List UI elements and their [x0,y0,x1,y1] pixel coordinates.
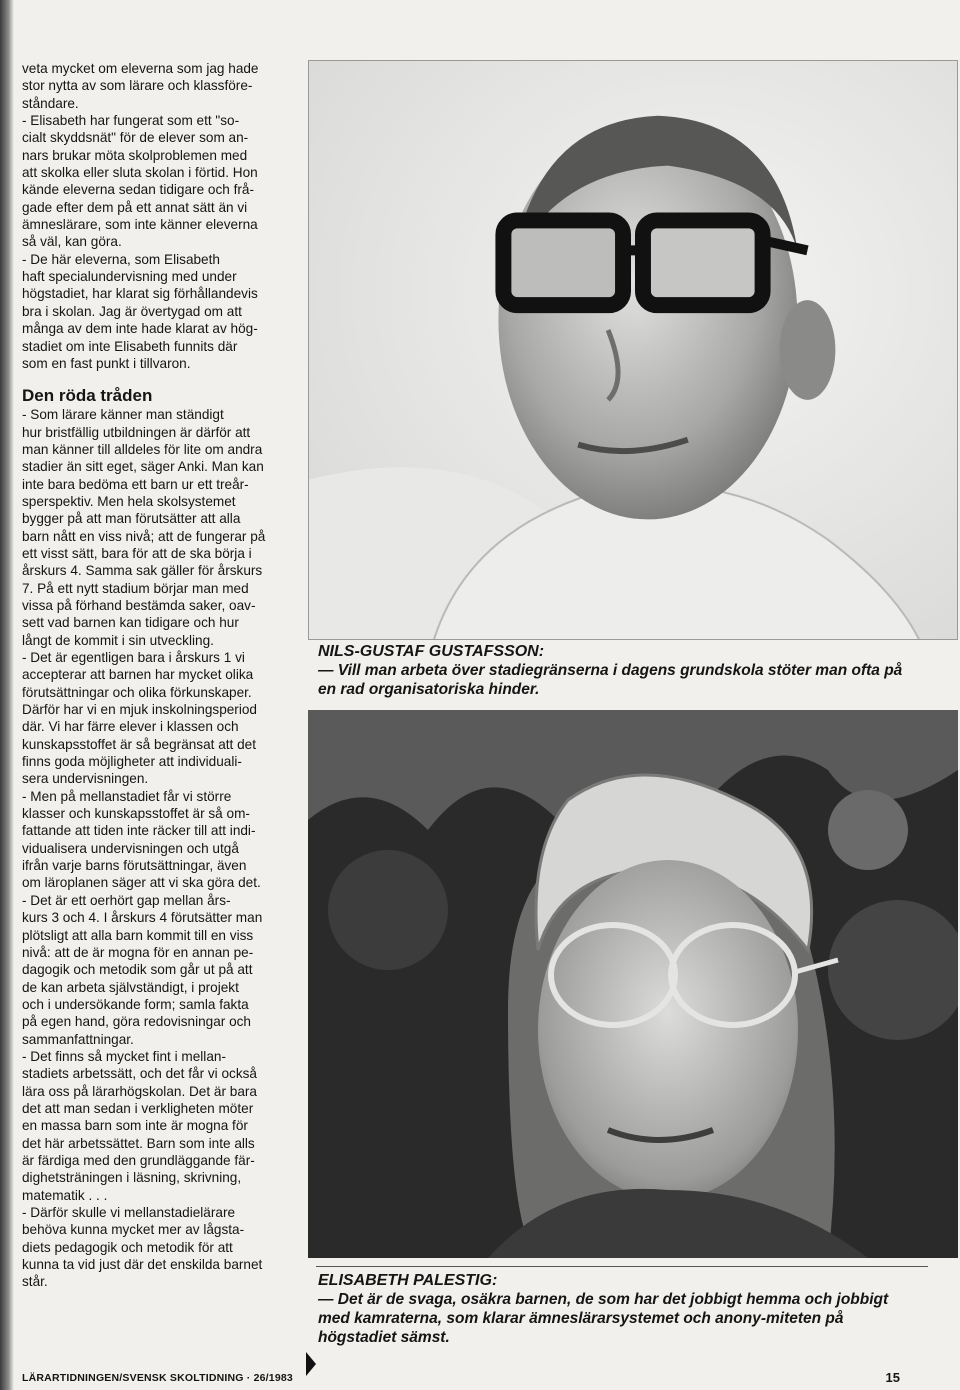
caption-woman [318,1271,918,1347]
caption-quote: — Vill man arbeta över stadiegränserna i dagens grundskola stöter man ofta på en rad organisatoriska hinder. [318,662,903,698]
paragraph: - Elisabeth har fungerat som ett "so- cialt skyddsnät" för de elever som an- nars brukar möta skolproblemen med att skolka eller sluta skolan i förtid. Hon kände eleverna sedan tidigare och frå- gade efter dem på ett annat sätt än vi ämneslärare, som inte känner eleverna så väl, kan göra. [22,113,258,250]
page-edge-shadow [0,0,14,1390]
paragraph: - De här eleverna, som Elisabeth haft specialundervisning med under högstadiet, har klarat sig förhållandevis bra i skolan. Jag är övertygad om att många av dem inte hade klarat av hög- stadiet om inte Elisabeth funnits där som en fast punkt i tillvaron. [22,251,258,371]
paragraph: - Därför skulle vi mellanstadielärare behöva kunna mycket mer av lågsta- diets pedagogik och metodik för att kunna ta vid just där det enskilda barnet står. [22,1205,263,1290]
paragraph: - Det är ett oerhört gap mellan års- kurs 3 och 4. I årskurs 4 förutsätter man plötsligt att alla barn kommit till en viss nivå: att de är mogna för en annan pe- dagogik och metodik som går ut på att de kan arbeta självständigt, i projekt och i undersökande form; samla fakta på egen hand, göra redovisningar och sammanfattningar. [22,892,263,1047]
portrait-photo-man [308,60,958,640]
caption-name: NILS-GUSTAF GUSTAFSSON: [318,643,545,660]
caption-man [318,642,918,699]
caption-quote: — Det är de svaga, osäkra barnen, de som har det jobbigt hemma och jobbigt med kamraterna, som klarar ämneslärarsystemet och anony-miteten på högstadiet sämst. [318,1291,889,1346]
publication-footer: LÄRARTIDNINGEN/SVENSK SKOLTIDNING · 26/1983 [22,1372,293,1384]
paragraph: - Som lärare känner man ständigt hur bristfällig utbildningen är därför att man känner till alldeles för lite om andra stadier än sitt eget, säger Anki. Man kan inte bara bedöma ett barn ur ett treår- sperspektiv. Men hela skolsystemet bygger på att man förutsätter att alla barn nått en viss nivå; att de fungerar på ett visst sätt, bara för att de ska börja i årskurs 4. Samma sak gäller för årskurs 7. På ett nytt stadium börjar man med vissa på förhand bestämda saker, oav- sett vad barnen kan tidigare och hur långt de kommit i sin utveckling. [22,407,266,648]
portrait-man-image [309,61,957,639]
portrait-photo-woman [308,710,958,1258]
continue-arrow-icon [306,1352,316,1376]
caption-divider [316,1266,928,1267]
paragraph: - Det är egentligen bara i årskurs 1 vi accepterar att barnen har mycket olika förutsättningar och olika förkunskaper. Därför har vi en mjuk inskolningsperiod där. Vi har färre elever i klassen och kunskapsstoffet är så begränsat att det finns goda möjligheter att individuali- sera undervisningen. [22,650,257,787]
caption-name: ELISABETH PALESTIG: [318,1272,498,1289]
subheading: Den röda tråden [22,386,153,406]
paragraph: - Det finns så mycket fint i mellan- stadiets arbetssätt, och det får vi också lära oss på lärarhögskolan. Det är bara det att man sedan i verkligheten möter en massa barn som inte är mogna för det här arbetssättet. Barn som inte alls är färdiga med den grundläggande fär- dighetsträningen i läsning, skrivning, matematik . . . [22,1048,257,1203]
paragraph: - Men på mellanstadiet får vi större klasser och kunskapsstoffet är så om- fattande att tiden inte räcker till att indi- vidualisera undervisningen och utgå ifrån varje barns förutsättningar, även om läroplanen säger att vi ska göra det. [22,788,261,891]
page-number: 15 [885,1370,900,1385]
paragraph: veta mycket om eleverna som jag hade stor nytta av som lärare och klassföre- ståndare. [22,61,259,111]
portrait-woman-image [308,710,958,1258]
article-column [22,60,300,1291]
